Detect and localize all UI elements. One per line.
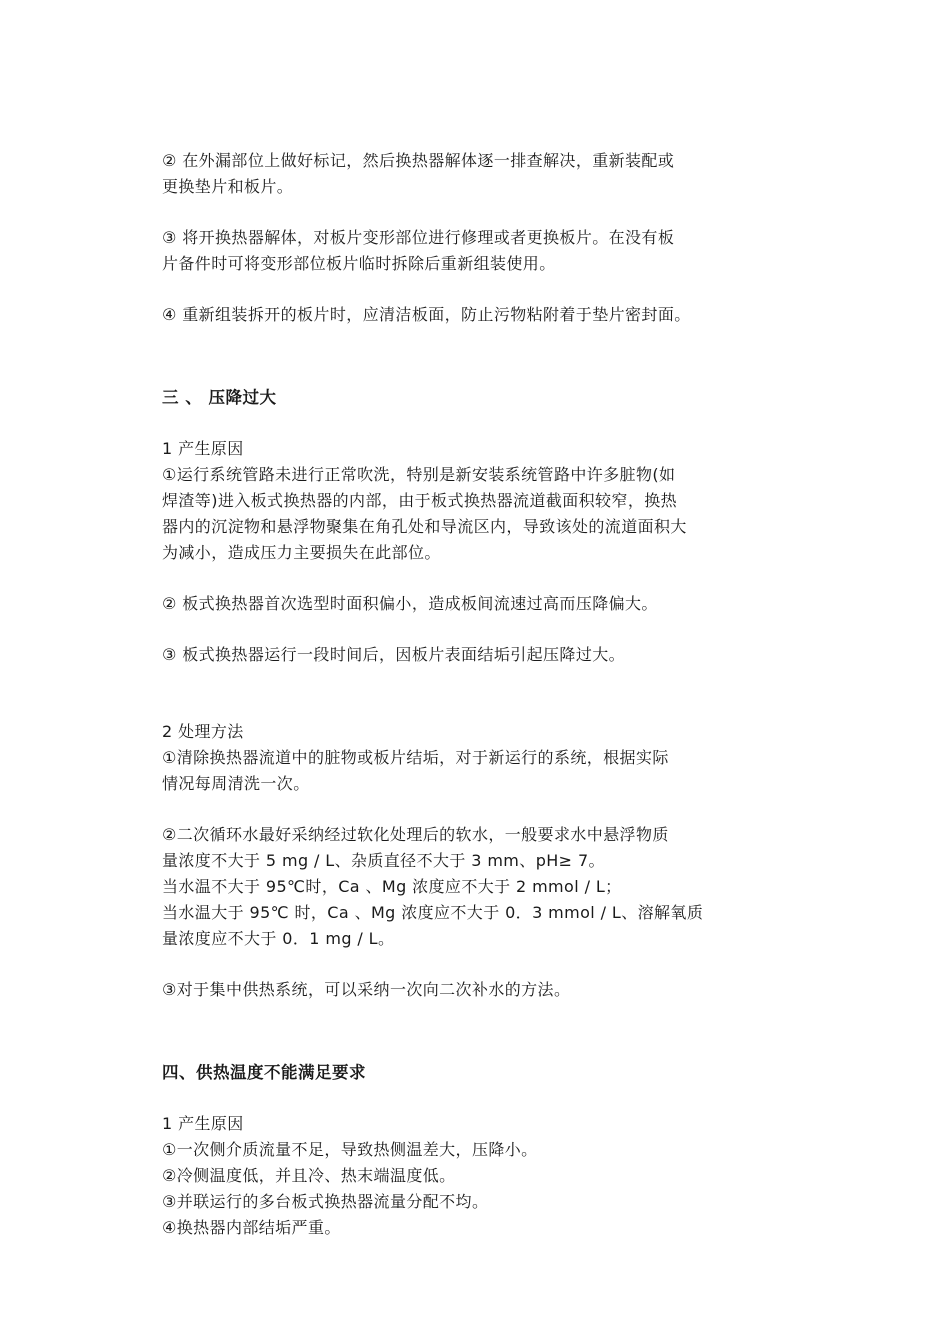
text-line: 焊渣等)进入板式换热器的内部，由于板式换热器流道截面积较窄，换热	[162, 491, 678, 510]
s3-method-block	[162, 719, 790, 797]
text-line: 量浓度应不大于 0．1 mg / L。	[162, 929, 395, 948]
s2-item-3	[162, 225, 790, 277]
text-line: 当水温不大于 95℃时，Ca 、Mg 浓度应不大于 2 mmol / L；	[162, 877, 622, 896]
text-line: ④ 重新组装拆开的板片时，应清洁板面，防止污物粘附着于垫片密封面。	[162, 305, 691, 324]
text-line: 量浓度不大于 5 mg / L、杂质直径不大于 3 mm、pH≥ 7。	[162, 851, 605, 870]
subsection-title: 1 产生原因	[162, 1114, 244, 1133]
text-line: ③ 板式换热器运行一段时间后，因板片表面结垢引起压降过大。	[162, 645, 626, 664]
text-line: 为减小，造成压力主要损失在此部位。	[162, 543, 441, 562]
list-item: ①一次侧介质流量不足，导致热侧温差大，压降小。	[162, 1140, 538, 1159]
text-line: ②二次循环水最好采纳经过软化处理后的软水，一般要求水中悬浮物质	[162, 825, 669, 844]
text-line: 当水温大于 95℃ 时，Ca 、Mg 浓度应不大于 0．3 mmol / L、溶解氧质	[162, 903, 704, 922]
s3-cause-3	[162, 642, 790, 668]
s2-item-2	[162, 148, 790, 200]
text-line: 器内的沉淀物和悬浮物聚集在角孔处和导流区内，导致该处的流道面积大	[162, 517, 687, 536]
section-4-heading: 四、供热温度不能满足要求	[162, 1063, 366, 1082]
list-item: ③并联运行的多台板式换热器流量分配不均。	[162, 1192, 489, 1211]
text-line: ③ 将开换热器解体，对板片变形部位进行修理或者更换板片。在没有板	[162, 228, 675, 247]
text-line: ①运行系统管路未进行正常吹洗，特别是新安装系统管路中许多脏物(如	[162, 465, 676, 484]
document-page	[162, 148, 790, 1241]
s3-cause-2	[162, 591, 790, 617]
text-line: 更换垫片和板片。	[162, 177, 294, 196]
text-line: 片备件时可将变形部位板片临时拆除后重新组装使用。	[162, 254, 556, 273]
subsection-title: 2 处理方法	[162, 722, 244, 741]
text-line: 情况每周清洗一次。	[162, 774, 310, 793]
text-line: ② 在外漏部位上做好标记，然后换热器解体逐一排查解决，重新装配或	[162, 151, 675, 170]
s2-item-4	[162, 302, 790, 328]
subsection-title: 1 产生原因	[162, 439, 244, 458]
text-line: ② 板式换热器首次选型时面积偏小，造成板间流速过高而压降偏大。	[162, 594, 658, 613]
list-item: ②冷侧温度低，并且冷、热末端温度低。	[162, 1166, 456, 1185]
text-line: ①清除换热器流道中的脏物或板片结垢，对于新运行的系统，根据实际	[162, 748, 669, 767]
s3-cause-block	[162, 436, 790, 566]
text-line: ③对于集中供热系统，可以采纳一次向二次补水的方法。	[162, 980, 571, 999]
s3-method-2	[162, 822, 790, 952]
section-3-heading: 三 、 压降过大	[162, 388, 277, 407]
s4-cause-block	[162, 1111, 790, 1241]
list-item: ④换热器内部结垢严重。	[162, 1218, 341, 1237]
s3-method-3	[162, 977, 790, 1003]
